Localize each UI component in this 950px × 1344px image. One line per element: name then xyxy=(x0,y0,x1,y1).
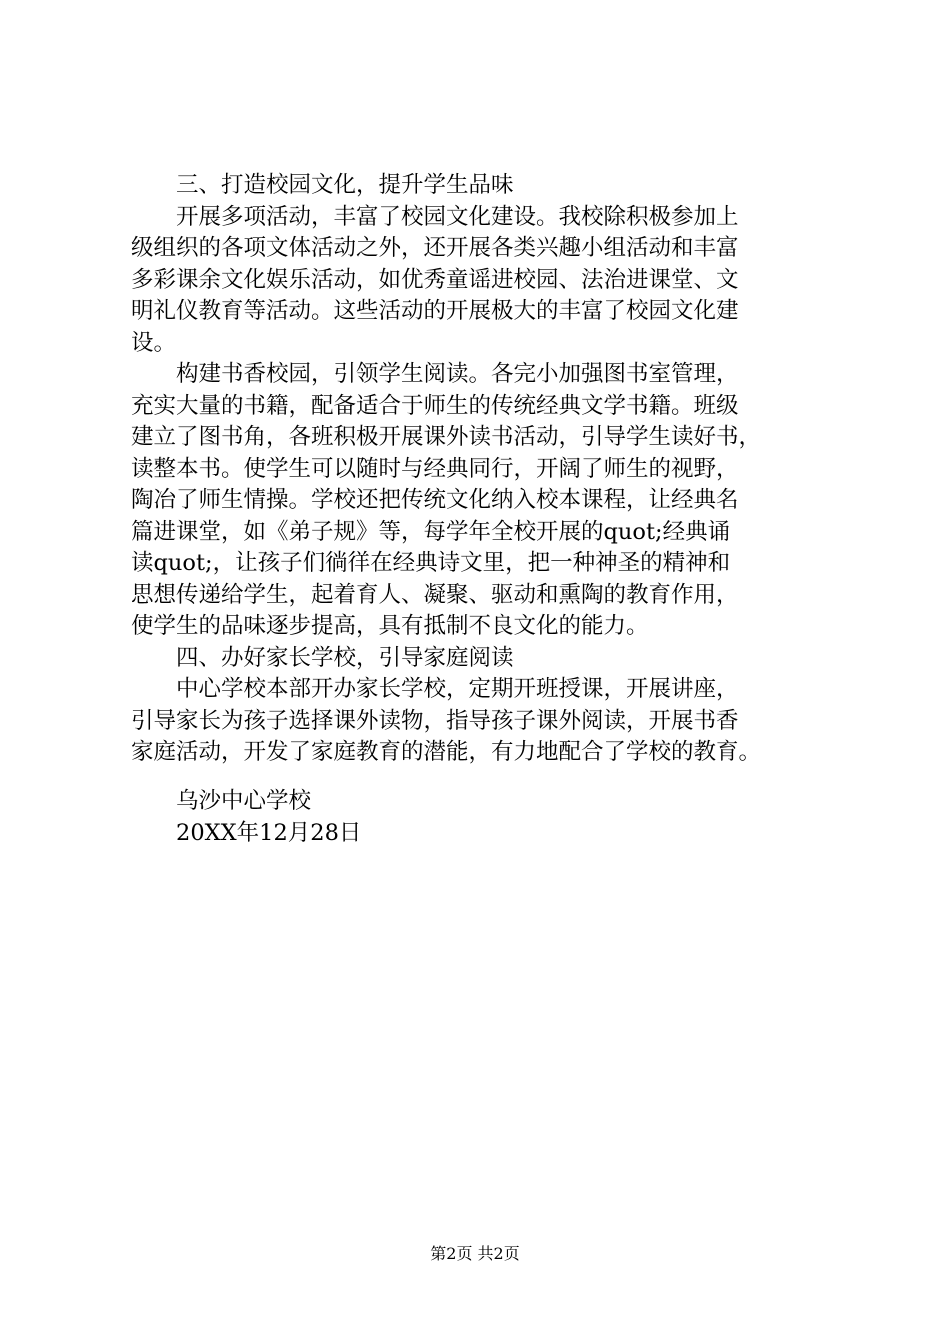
paragraph-line: 建立了图书角，各班积极开展课外读书活动，引导学生读好书， xyxy=(131,424,762,450)
paragraph-line: 设。 xyxy=(131,329,177,356)
paragraph-line: 级组织的各项文体活动之外，还开展各类兴趣小组活动和丰富 xyxy=(131,235,739,261)
document-body xyxy=(131,170,843,769)
signature-school: 乌沙中心学校 xyxy=(176,788,312,814)
paragraph-line: 构建书香校园，引领学生阅读。各完小加强图书室管理， xyxy=(176,361,739,387)
paragraph-line: 读quot;，让孩子们徜徉在经典诗文里，把一种神圣的精神和 xyxy=(131,550,731,576)
paragraph-line: 陶冶了师生情操。学校还把传统文化纳入校本课程，让经典名 xyxy=(131,487,739,513)
paragraph-line: 中心学校本部开办家长学校，定期开班授课，开展讲座， xyxy=(176,676,739,702)
section-heading-parent-school: 四、办好家长学校，引导家庭阅读 xyxy=(176,644,514,671)
paragraph-line: 家庭活动，开发了家庭教育的潜能，有力地配合了学校的教育。 xyxy=(131,739,762,765)
paragraph-line: 引导家长为孩子选择课外读物，指导孩子课外阅读，开展书香 xyxy=(131,707,739,734)
paragraph-line: 使学生的品味逐步提高，具有抵制不良文化的能力。 xyxy=(131,613,649,639)
paragraph-line: 明礼仪教育等活动。这些活动的开展极大的丰富了校园文化建 xyxy=(131,298,739,324)
section-heading-culture: 三、打造校园文化，提升学生品味 xyxy=(176,172,514,198)
paragraph-line: 篇进课堂，如《弟子规》等，每学年全校开展的quot;经典诵 xyxy=(131,518,731,545)
paragraph-line: 思想传递给学生，起着育人、凝聚、驱动和熏陶的教育作用， xyxy=(131,581,739,608)
paragraph-line: 读整本书。使学生可以随时与经典同行，开阔了师生的视野， xyxy=(131,455,739,482)
paragraph-line: 开展多项活动，丰富了校园文化建设。我校除积极参加上 xyxy=(176,203,739,230)
paragraph-line: 充实大量的书籍，配备适合于师生的传统经典文学书籍。班级 xyxy=(131,392,739,419)
signature-block xyxy=(176,785,361,849)
paragraph-line: 多彩课余文化娱乐活动，如优秀童谣进校园、法治进课堂、文 xyxy=(131,266,739,293)
page-footer: 第2页 共2页 xyxy=(430,1244,520,1263)
signature-date: 20XX年12月28日 xyxy=(176,820,362,846)
